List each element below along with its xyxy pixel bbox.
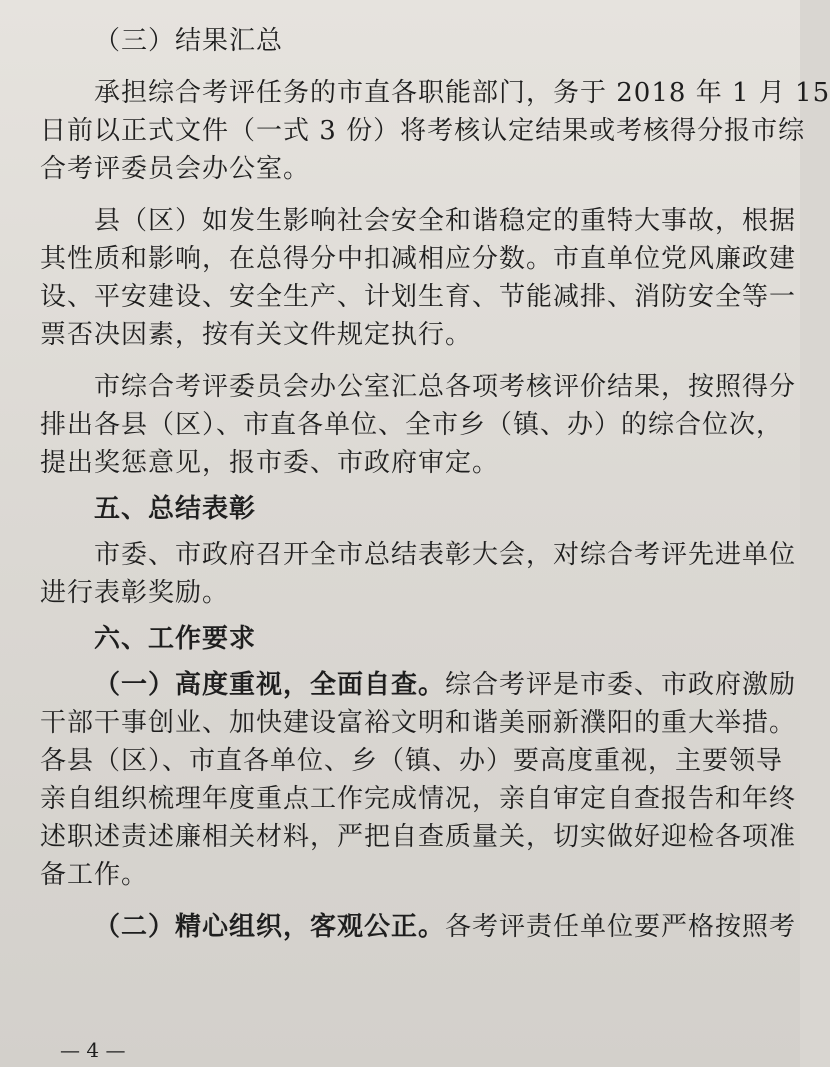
paragraph-self-inspection: [40, 666, 797, 894]
paragraph-line: [40, 908, 797, 946]
paragraph-lead: （一）高度重视，全面自查。: [94, 670, 446, 700]
section-subheading: （三）结果汇总: [94, 26, 284, 56]
paragraph-line: 各县（区）、市直各单位、乡（镇、办）要高度重视，主要领导: [40, 746, 784, 776]
paragraph-line: 备工作。: [40, 860, 149, 890]
paragraph-deductions: [40, 202, 797, 354]
paragraph-line: 述职述责述廉相关材料，严把自查质量关，切实做好迎检各项准: [40, 822, 797, 852]
paragraph-text: 综合考评是市委、市政府激励: [445, 670, 797, 700]
paragraph-commendation: [40, 536, 797, 612]
document-body: [40, 22, 830, 946]
paragraph-line: [40, 666, 797, 704]
paragraph-line: 日前以正式文件（一式 3 份）将考核认定结果或考核得分报市综: [40, 116, 806, 146]
paragraph-text: 各考评责任单位要严格按照考: [445, 912, 797, 942]
paragraph-line: 进行表彰奖励。: [40, 578, 230, 608]
section-heading-summary: 五、总结表彰: [94, 494, 257, 524]
paragraph-line: 排出各县（区）、市直各单位、全市乡（镇、办）的综合位次，: [40, 410, 784, 440]
paragraph-line: 合考评委员会办公室。: [40, 154, 311, 184]
paragraph-line: 设、平安建设、安全生产、计划生育、节能减排、消防安全等一: [40, 282, 797, 312]
paragraph-line: 承担综合考评任务的市直各职能部门，务于 2018 年 1 月 15: [94, 78, 830, 108]
paragraph-line: 其性质和影响，在总得分中扣减相应分数。市直单位党风廉政建: [40, 244, 797, 274]
paragraph-line: 票否决因素，按有关文件规定执行。: [40, 320, 473, 350]
paragraph-ranking: [40, 368, 797, 482]
paragraph-line: 市委、市政府召开全市总结表彰大会，对综合考评先进单位: [94, 540, 797, 570]
paragraph-line: 提出奖惩意见，报市委、市政府审定。: [40, 448, 500, 478]
paragraph-line: 亲自组织梳理年度重点工作完成情况，亲自审定自查报告和年终: [40, 784, 797, 814]
paragraph-line: 县（区）如发生影响社会安全和谐稳定的重特大事故，根据: [94, 206, 797, 236]
page-number: — 4 —: [60, 1038, 126, 1062]
paragraph-results-submission: [40, 74, 830, 188]
paragraph-organization: [40, 908, 797, 946]
section-heading-requirements: 六、工作要求: [94, 624, 257, 654]
paragraph-line: 干部干事创业、加快建设富裕文明和谐美丽新濮阳的重大举措。: [40, 708, 797, 738]
paragraph-line: 市综合考评委员会办公室汇总各项考核评价结果，按照得分: [94, 372, 797, 402]
paragraph-lead: （二）精心组织，客观公正。: [94, 912, 446, 942]
